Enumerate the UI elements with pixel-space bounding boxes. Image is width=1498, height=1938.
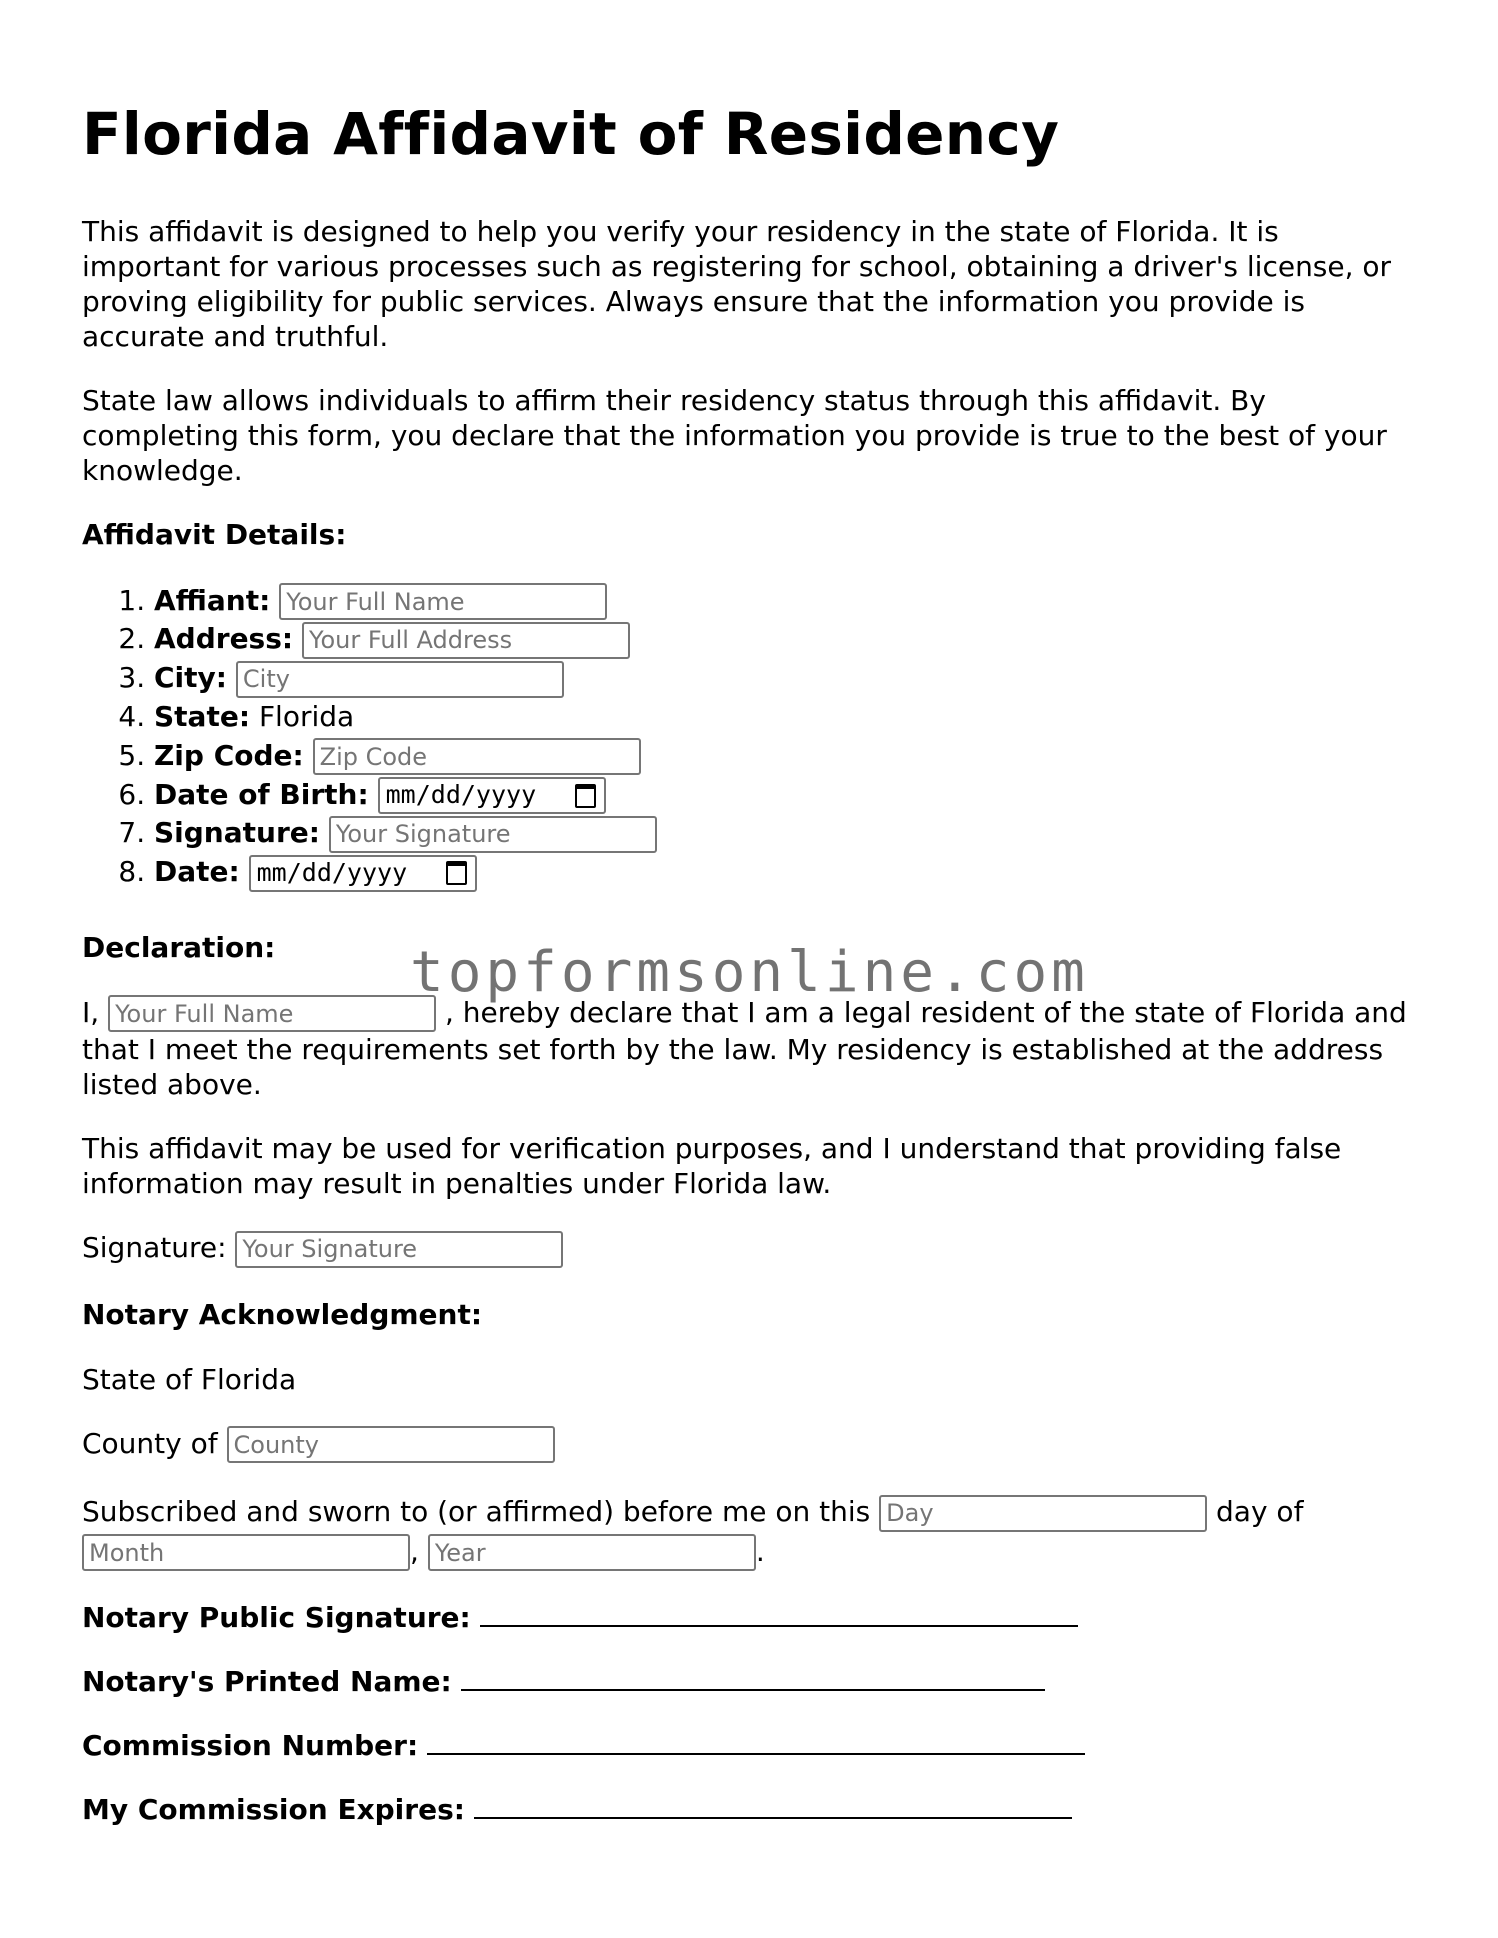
commission-expires-row — [82, 1792, 1422, 1827]
notary-heading: Notary Acknowledgment: — [82, 1297, 483, 1331]
city-input[interactable] — [236, 661, 564, 698]
declaration-heading: Declaration: — [82, 930, 276, 964]
list-item-city — [154, 659, 1422, 698]
notary-printed-name-row — [82, 1664, 1422, 1699]
affiant-input[interactable] — [279, 583, 607, 620]
details-heading: Affidavit Details: — [82, 517, 347, 551]
notary-state: State of Florida — [82, 1362, 297, 1396]
declaration-prefix: I, — [82, 995, 100, 1029]
address-label: Address: — [154, 622, 294, 656]
zip-label: Zip Code: — [154, 738, 304, 772]
verification-paragraph: This affidavit may be used for verification purposes, and I understand that providing false information may result in penalties under Florida law. — [82, 1132, 1342, 1201]
details-list — [82, 582, 1422, 892]
notary-signature-row — [82, 1600, 1422, 1635]
notary-printed-name-label: Notary's Printed Name: — [82, 1665, 452, 1699]
affidavit-page — [82, 100, 1422, 1856]
commission-number-row — [82, 1728, 1422, 1763]
signature-input[interactable] — [329, 816, 657, 853]
commission-expires-label: My Commission Expires: — [82, 1793, 465, 1827]
list-item-signature — [154, 814, 1422, 853]
list-item-affiant — [154, 582, 1422, 621]
calendar-icon[interactable] — [575, 784, 596, 808]
zip-input[interactable] — [313, 738, 641, 775]
date-input[interactable] — [249, 855, 477, 892]
period-text: . — [755, 1534, 765, 1568]
dob-date-input[interactable] — [378, 777, 606, 814]
affiant-label: Affiant: — [154, 583, 271, 617]
calendar-icon[interactable] — [446, 861, 467, 885]
page-title: Florida Affidavit of Residency — [82, 100, 1060, 168]
list-item-state — [154, 698, 1422, 737]
comma-text: , — [410, 1534, 419, 1568]
notary-county-row — [82, 1426, 1422, 1464]
commission-number-line[interactable] — [427, 1729, 1085, 1755]
list-item-zip — [154, 737, 1422, 776]
commission-number-label: Commission Number: — [82, 1729, 419, 1763]
notary-printed-name-line[interactable] — [461, 1665, 1045, 1691]
declaration-paragraph — [82, 995, 1422, 1103]
declaration-signature-input[interactable] — [235, 1231, 563, 1268]
notary-signature-label: Notary Public Signature: — [82, 1601, 471, 1635]
watermark: topformsonline.com — [410, 940, 1089, 1005]
date-value: mm/dd/yyyy — [256, 857, 408, 887]
declaration-text: , hereby declare that I am a legal resident of the state of Florida and that I meet the requirements set forth by the law. My residency is established at the address listed above. — [82, 995, 1407, 1102]
county-label: County of — [82, 1426, 218, 1460]
intro-paragraph: State law allows individuals to affirm their residency status through this affidavit. By completing this form, you declare that the information you provide is true to the best of your knowledge. — [82, 383, 1387, 487]
list-item-address — [154, 620, 1422, 659]
notary-signature-line[interactable] — [480, 1601, 1078, 1627]
list-item-date — [154, 853, 1422, 892]
declaration-signature-row — [82, 1230, 1422, 1268]
date-label: Date: — [154, 855, 240, 889]
list-item-dob — [154, 776, 1422, 815]
city-label: City: — [154, 661, 227, 695]
day-input[interactable] — [879, 1495, 1207, 1532]
sworn-text: Subscribed and sworn to (or affirmed) before me on this — [82, 1495, 871, 1529]
declaration-name-input[interactable] — [108, 995, 436, 1032]
year-input[interactable] — [428, 1534, 756, 1571]
state-label: State: — [154, 699, 251, 733]
sworn-paragraph — [82, 1492, 1422, 1571]
day-of-text: day of — [1216, 1495, 1304, 1529]
county-input[interactable] — [227, 1426, 555, 1463]
state-value: Florida — [258, 699, 355, 733]
dob-date-value: mm/dd/yyyy — [385, 780, 537, 810]
address-input[interactable] — [302, 622, 630, 659]
dob-label: Date of Birth: — [154, 777, 369, 811]
declaration-signature-label: Signature: — [82, 1231, 227, 1265]
commission-expires-line[interactable] — [474, 1793, 1072, 1819]
intro-paragraph: This affidavit is designed to help you verify your residency in the state of Florida. It is important for various processes such as registering for school, obtaining a driver's license, or proving eligibility for public services. Always ensure that the information you provide is accurate and truthful. — [82, 214, 1392, 353]
month-input[interactable] — [82, 1534, 410, 1571]
signature-label: Signature: — [154, 816, 320, 850]
